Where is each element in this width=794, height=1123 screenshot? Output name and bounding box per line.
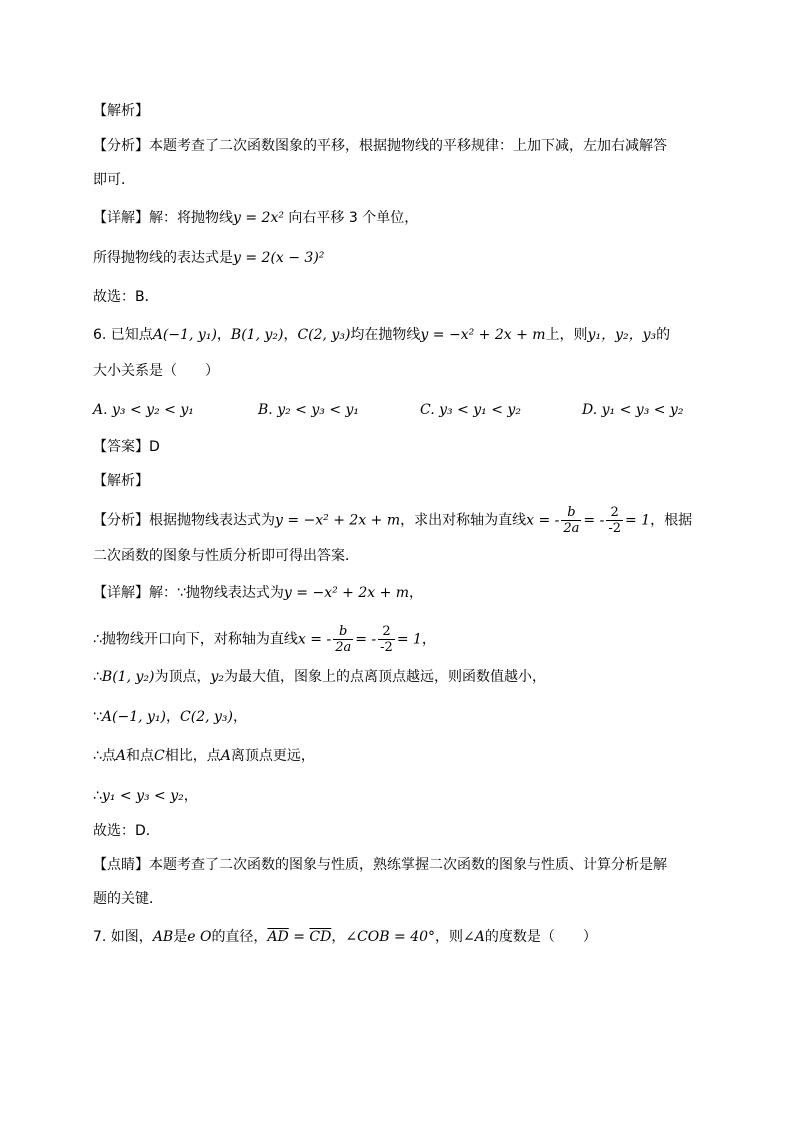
text-line: 【分析】根据抛物线表达式为y = −x² + 2x + m，求出对称轴为直线x = - $\frac{b}{2a}$ = - $\frac{2}{-2}$ = 1，根据 <box>93 505 693 536</box>
section-label-analysis: 【解析】 <box>93 473 149 489</box>
text-line: 故选：D． <box>93 823 160 839</box>
question-7-stem: 7. 如图，AB是e O的直径，$\overline{AD} = \overline{CD}$，∠COB = 40°，则∠A的度数是（ ） <box>93 929 597 945</box>
text-line: 故选：B． <box>93 289 159 305</box>
question-6-stem-cont: 大小关系是（ ） <box>93 363 219 379</box>
fraction: $\frac{2}{-2}$ <box>608 505 622 536</box>
question-6-stem: 6. 已知点A(−1, y₁)，B(1, y₂)，C(2, y₃)均在抛物线y = −x² + 2x + m上，则y₁，y₂，y₃的 <box>93 327 671 343</box>
text-line: 【详解】解：将抛物线y = 2x² 向右平移 3 个单位， <box>93 210 419 226</box>
arc-ad: $\overline{AD}$ <box>267 929 289 945</box>
option-c: C. y₃ < y₁ < y₂ <box>420 402 521 418</box>
text-line: 所得抛物线的表达式是y = 2(x − 3)² <box>93 250 325 266</box>
option-a: A. y₃ < y₂ < y₁ <box>93 402 194 418</box>
answer-line: 【答案】D <box>93 439 160 455</box>
math-expression: y = 2(x − 3)² <box>233 250 325 266</box>
text-line: 即可． <box>93 172 135 188</box>
arc-cd: $\overline{CD}$ <box>309 929 332 945</box>
option-d: D. y₁ < y₃ < y₂ <box>582 402 684 418</box>
text-line: ∴抛物线开口向下，对称轴为直线x = - $\frac{b}{2a}$ = - $\frac{2}{-2}$ = 1， <box>93 624 436 655</box>
fraction: $\frac{2}{-2}$ <box>380 624 393 655</box>
text-line: 【点睛】本题考查了二次函数的图象与性质，熟练掌握二次函数的图象与性质、计算分析是解 <box>93 857 667 873</box>
fraction: $\frac{b}{2a}$ <box>563 505 580 536</box>
fraction: $\frac{b}{2a}$ <box>335 624 352 655</box>
text-line: 二次函数的图象与性质分析即可得出答案． <box>93 548 359 564</box>
section-label-analysis: 【解析】 <box>93 103 149 119</box>
text-line: 题的关键． <box>93 891 163 907</box>
math-expression: y = 2x² <box>233 210 289 226</box>
text-line: ∴y₁ < y₃ < y₂， <box>93 788 198 804</box>
text-line: 【详解】解：∵抛物线表达式为y = −x² + 2x + m， <box>93 585 424 601</box>
option-b: B. y₂ < y₃ < y₁ <box>258 402 360 418</box>
text-line: 【分析】本题考查了二次函数图象的平移，根据抛物线的平移规律：上加下减，左加右减解答 <box>93 138 667 154</box>
text-line: ∴点A和点C相比，点A离顶点更远， <box>93 748 315 764</box>
text-line: ∵A(−1, y₁)，C(2, y₃)， <box>93 709 247 725</box>
text-line: ∴B(1, y₂)为顶点，y₂为最大值，图象上的点离顶点越远，则函数值越小， <box>93 669 546 685</box>
